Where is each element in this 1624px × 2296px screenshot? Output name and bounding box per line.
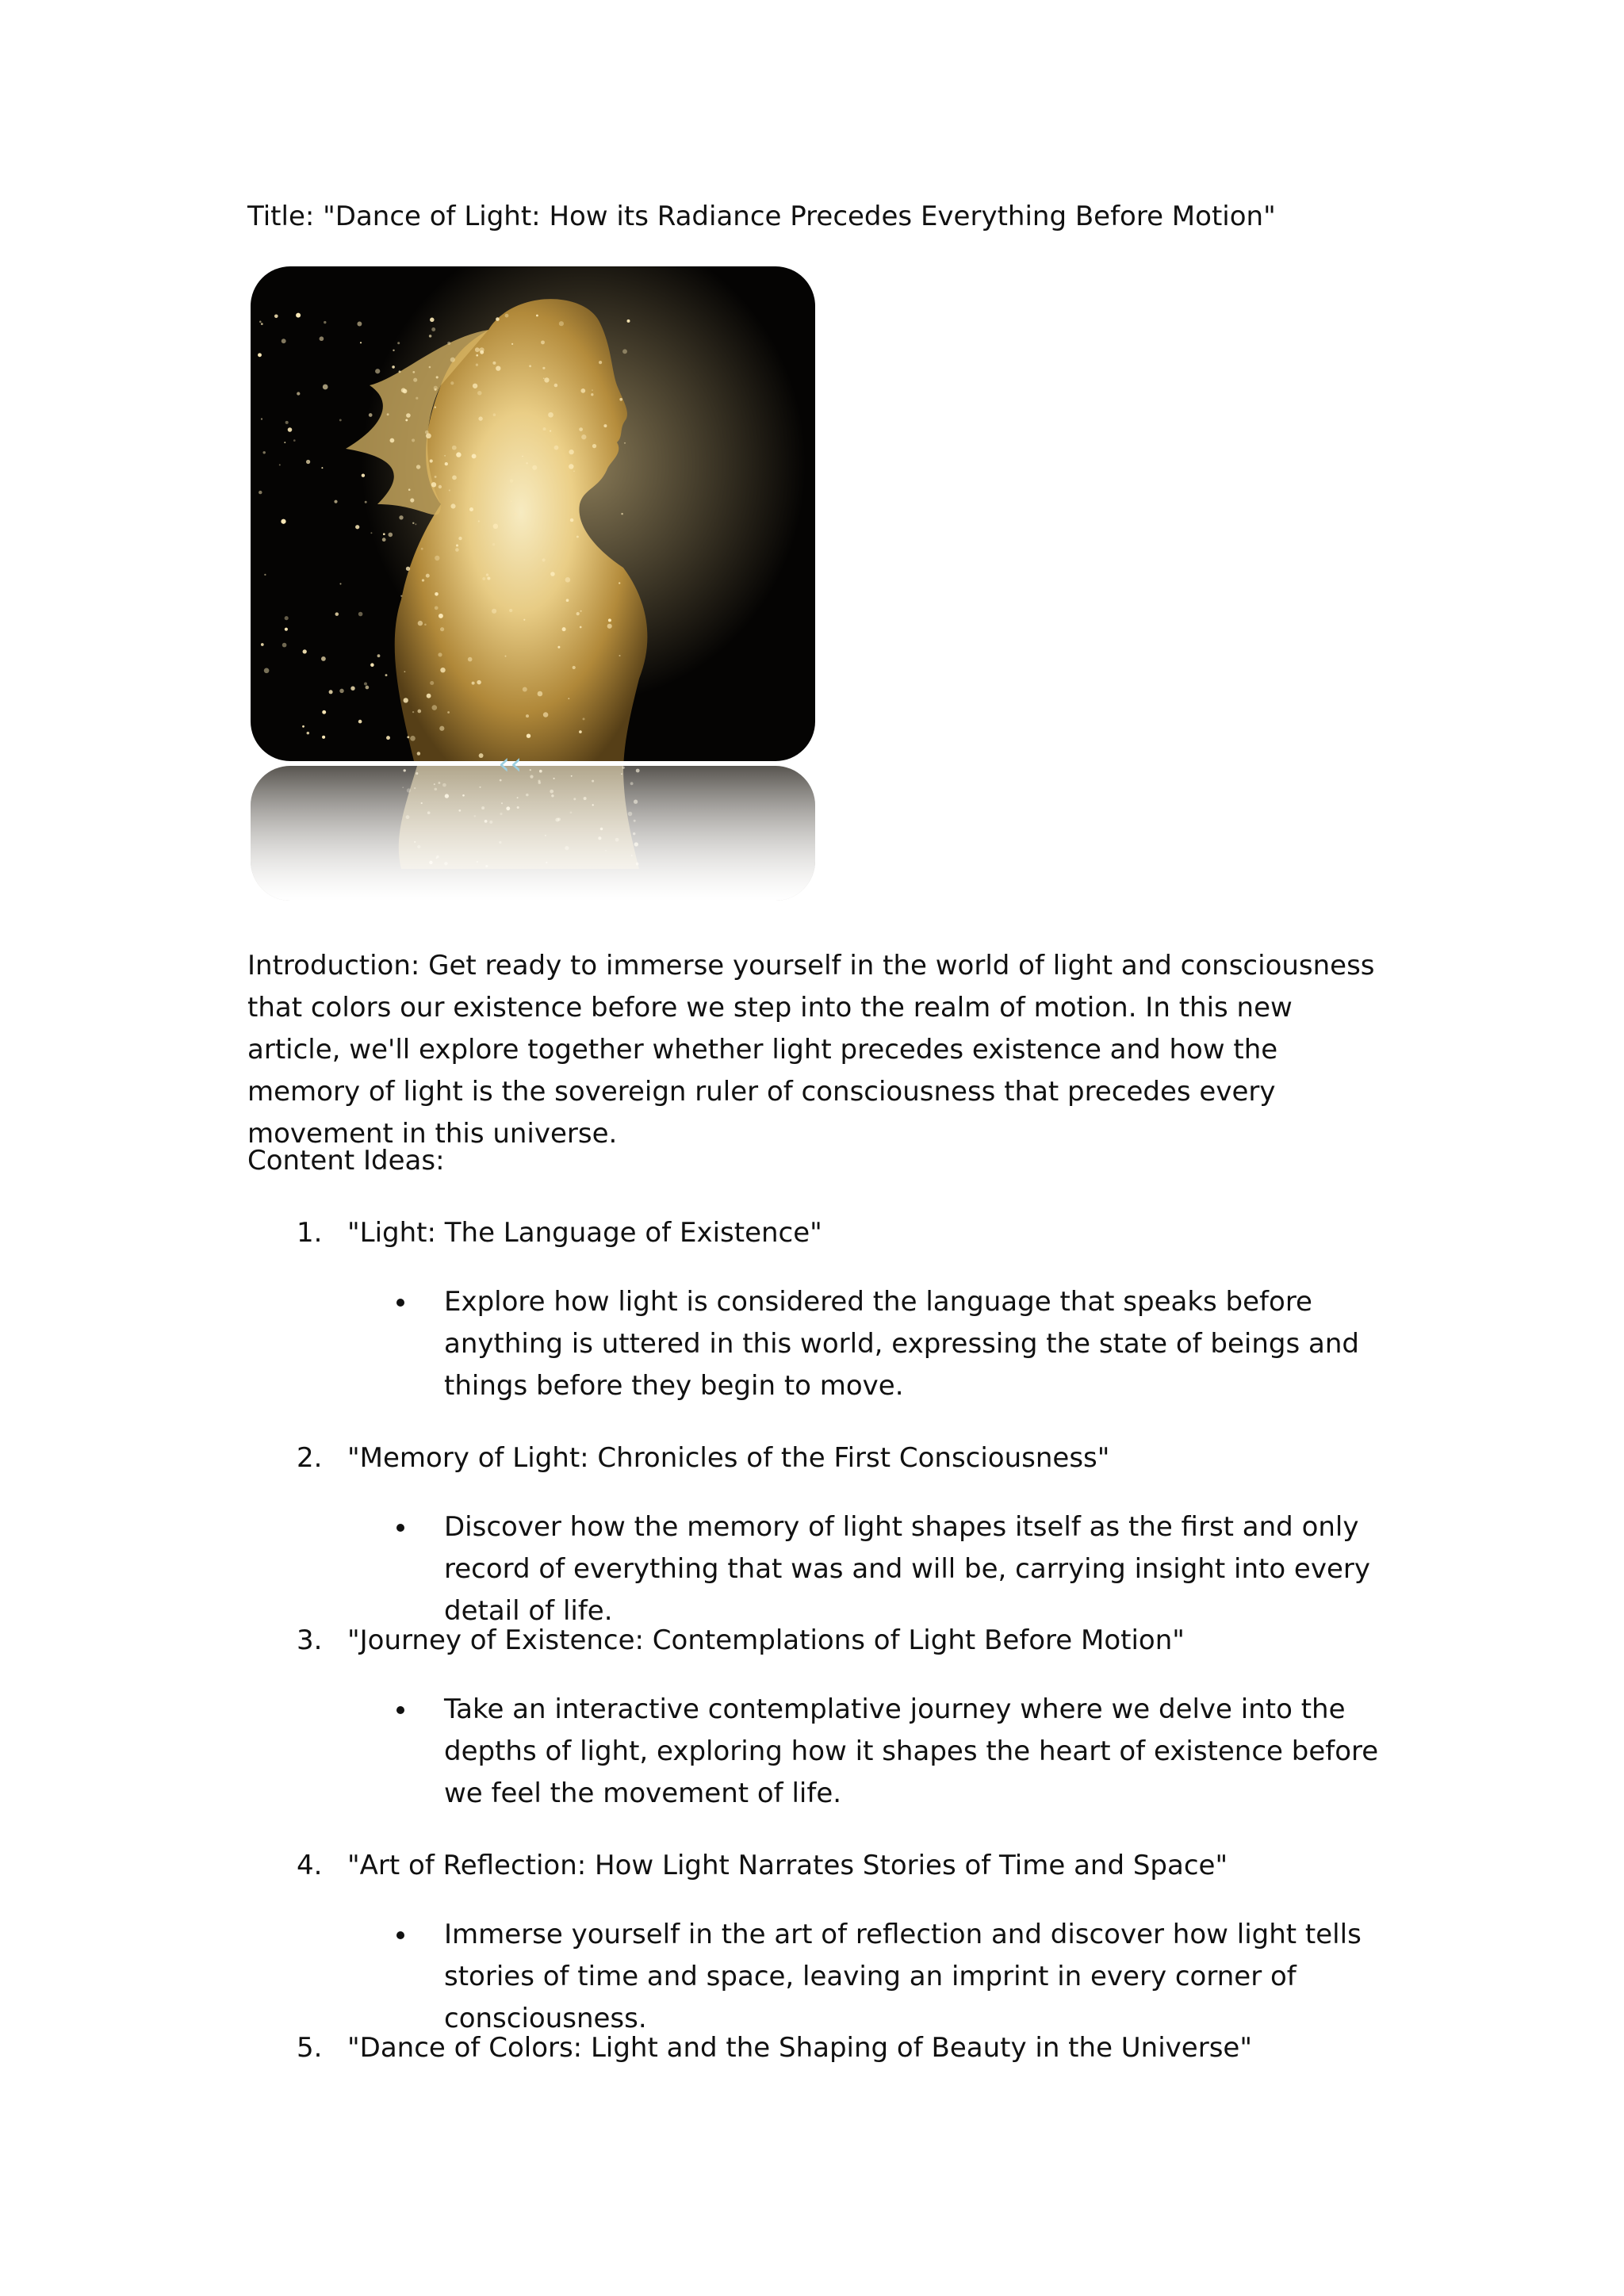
sparkle	[430, 318, 434, 322]
sparkle	[258, 353, 262, 357]
sparkle	[432, 705, 438, 710]
sparkle	[608, 618, 611, 622]
sparkle	[436, 376, 439, 378]
sparkle	[404, 698, 408, 702]
light-silhouette-image	[251, 266, 815, 901]
sparkle	[603, 424, 607, 427]
sparkle	[431, 327, 435, 331]
sparkle	[427, 694, 431, 698]
sparkle	[285, 421, 289, 424]
sparkle	[482, 577, 485, 580]
sparkle	[450, 503, 455, 508]
sparkle	[306, 460, 310, 464]
sparkle	[477, 391, 482, 396]
sparkle	[557, 646, 560, 649]
sparkle	[565, 577, 571, 583]
sparkle	[259, 491, 262, 494]
sparkle	[417, 710, 421, 714]
sparkle	[400, 595, 402, 597]
sparkle	[569, 464, 573, 469]
sparkle	[452, 476, 457, 480]
sparkle	[434, 386, 438, 390]
sparkle	[526, 462, 527, 464]
sparkle	[576, 536, 579, 538]
sparkle	[435, 556, 439, 561]
sparkle	[418, 621, 423, 626]
sparkle	[523, 687, 527, 692]
sparkle	[302, 725, 304, 728]
sparkle	[284, 442, 285, 443]
sparkle	[429, 335, 432, 338]
sparkle	[264, 574, 266, 576]
sparkle	[323, 385, 328, 390]
sparkle	[478, 416, 482, 420]
sparkle	[529, 365, 531, 367]
sparkle	[579, 427, 583, 431]
list-item-1-bullet	[393, 1281, 1389, 1407]
sparkle	[387, 413, 389, 415]
list-number: 5.	[297, 2032, 323, 2064]
sparkle	[386, 736, 390, 740]
sparkle	[389, 533, 393, 538]
list-item-4-heading	[297, 1846, 1228, 1885]
sparkle	[511, 343, 513, 345]
sparkle	[450, 381, 454, 385]
sparkle	[407, 736, 409, 738]
sparkle	[416, 397, 418, 400]
sparkle	[339, 583, 341, 584]
sparkle	[591, 393, 593, 396]
sparkle	[580, 388, 585, 393]
sparkle	[334, 500, 337, 503]
sparkle	[393, 350, 394, 351]
sparkle	[366, 686, 370, 690]
list-item-5-heading	[297, 2028, 1252, 2068]
sparkle	[439, 485, 442, 488]
sparkle	[357, 322, 362, 327]
sparkle	[406, 567, 410, 571]
sparkle	[422, 579, 424, 581]
sparkle	[522, 456, 523, 457]
sparkle	[259, 321, 262, 323]
sparkle	[543, 427, 546, 430]
sparkle	[279, 464, 281, 465]
sparkle	[322, 710, 326, 714]
sparkle	[416, 465, 420, 469]
sparkle	[285, 616, 289, 620]
sparkle	[408, 488, 411, 491]
sparkle	[264, 668, 270, 673]
sparkle	[476, 354, 478, 357]
sparkle	[492, 543, 495, 545]
sparkle	[350, 687, 354, 691]
sparkle	[536, 315, 538, 317]
list-heading: "Journey of Existence: Contemplations of Light Before Motion"	[347, 1624, 1185, 1656]
sparkle	[458, 537, 462, 540]
sparkle	[486, 573, 488, 576]
sparkle	[296, 313, 301, 318]
list-heading: "Memory of Light: Chronicles of the First Consciousness"	[347, 1442, 1110, 1474]
document-title: Title: "Dance of Light: How its Radiance Precedes Everything Before Motion"	[247, 201, 1276, 232]
list-number: 1.	[297, 1217, 323, 1249]
sparkle	[544, 377, 549, 382]
sparkle	[321, 656, 326, 661]
sparkle	[496, 365, 500, 370]
sparkle	[573, 666, 576, 669]
sparkle	[430, 681, 434, 685]
sparkle	[580, 626, 582, 629]
list-item-3-bullet	[393, 1689, 1389, 1815]
bullet-text: Explore how light is considered the language that speaks before anything is uttered in this world, expressing the state of beings and things before they begin to move.	[444, 1286, 1359, 1402]
sparkle	[492, 362, 496, 365]
sparkle	[281, 519, 285, 524]
sparkle	[621, 513, 623, 515]
sparkle	[377, 654, 381, 657]
sparkle	[288, 427, 293, 432]
list-item-1-heading	[297, 1213, 822, 1253]
sparkle	[412, 371, 415, 373]
sparkle	[282, 643, 287, 648]
sparkle	[358, 720, 362, 724]
sparkle	[505, 656, 507, 657]
sparkle	[339, 419, 342, 421]
sparkle	[262, 451, 265, 453]
list-number: 2.	[297, 1442, 323, 1474]
sparkle	[322, 736, 325, 739]
bullet-text: Discover how the memory of light shapes itself as the first and only record of everything that was and will be, carrying insight into every detail of life.	[444, 1511, 1370, 1627]
sparkle	[430, 459, 433, 462]
list-heading: "Dance of Colors: Light and the Shaping of Beauty in the Universe"	[347, 2032, 1252, 2064]
sparkle	[320, 336, 324, 341]
sparkle	[358, 612, 363, 617]
sparkle	[412, 522, 414, 524]
sparkle	[554, 384, 558, 388]
list-heading: "Light: The Language of Existence"	[347, 1217, 822, 1249]
sparkle	[440, 627, 444, 631]
sparkle	[401, 388, 406, 392]
sparkle	[370, 663, 374, 667]
sparkle	[592, 444, 596, 448]
sparkle	[429, 366, 431, 369]
sparkle	[424, 623, 427, 626]
sparkle	[439, 726, 444, 731]
sparkle	[449, 489, 450, 491]
sparkle	[624, 442, 626, 444]
sparkle	[542, 558, 546, 561]
sparkle	[566, 599, 569, 602]
sparkle	[360, 342, 362, 343]
sparkle	[455, 548, 459, 552]
sparkle	[410, 498, 414, 502]
sparkle	[570, 519, 573, 522]
sparkle	[476, 364, 478, 366]
sparkle	[542, 367, 545, 369]
sparkle	[369, 413, 373, 417]
sparkle	[450, 358, 455, 362]
sparkle	[478, 520, 480, 522]
decorative-marks: ‹‹	[498, 746, 523, 781]
sparkle	[421, 548, 423, 550]
introduction-paragraph: Introduction: Get ready to immerse yourself in the world of light and consciousness that colors our existence before we step into the realm of motion. In this new article, we'll explore together whether light precedes existence and how the memory of light is the sovereign ruler of consciousness that precedes every movement in this universe.	[247, 950, 1375, 1150]
sparkle	[509, 609, 512, 612]
sparkle	[362, 474, 365, 477]
sparkle	[479, 753, 484, 758]
sparkle	[622, 349, 627, 354]
sparkle	[321, 467, 323, 469]
content-ideas-label: Content Ideas:	[247, 1145, 445, 1177]
sparkle	[523, 619, 525, 621]
sparkle	[365, 501, 367, 503]
sparkle	[580, 610, 582, 612]
sparkle	[440, 668, 445, 672]
sparkle	[475, 347, 480, 352]
sparkle	[550, 572, 555, 576]
sparkle	[406, 413, 411, 418]
sparkle	[472, 682, 475, 685]
sparkle	[435, 476, 437, 478]
sparkle	[452, 446, 457, 450]
sparkle	[627, 320, 630, 323]
sparkle	[385, 674, 388, 676]
sparkle	[415, 523, 416, 525]
sparkle	[492, 609, 496, 614]
sparkle	[297, 392, 300, 395]
sparkle	[412, 711, 414, 713]
sparkle	[568, 698, 569, 699]
sparkle	[487, 576, 490, 580]
sparkle	[514, 512, 517, 515]
sparkle	[511, 501, 512, 503]
sparkle	[412, 438, 415, 442]
sparkle	[431, 482, 436, 487]
sparkle	[469, 507, 473, 511]
sparkle	[619, 398, 622, 401]
sparkle	[493, 413, 496, 416]
sparkle	[370, 532, 372, 534]
sparkle	[447, 342, 450, 345]
list-item-2-bullet	[393, 1506, 1389, 1632]
sparkle	[426, 433, 431, 438]
sparkle	[581, 434, 586, 439]
sparkle	[383, 533, 385, 535]
sparkle	[438, 652, 442, 656]
sparkle	[435, 606, 439, 610]
sparkle	[261, 643, 264, 646]
sparkle	[480, 350, 484, 354]
sparkle	[554, 446, 559, 450]
sparkle	[397, 342, 400, 344]
sparkle	[510, 479, 514, 483]
sparkle	[435, 407, 436, 408]
sparkle	[477, 680, 481, 684]
sparkle	[532, 465, 537, 470]
sparkle	[417, 752, 420, 755]
sparkle	[389, 438, 394, 443]
sparkle	[382, 538, 386, 541]
sparkle	[541, 340, 545, 344]
sparkle	[410, 736, 416, 741]
list-heading: "Art of Reflection: How Light Narrates Stories of Time and Space"	[347, 1850, 1228, 1881]
sparkle	[583, 718, 585, 720]
light-silhouette-illustration	[251, 266, 815, 901]
sparkle	[399, 370, 401, 373]
sparkle	[619, 582, 620, 584]
sparkle	[505, 314, 509, 318]
sparkle	[493, 524, 499, 530]
sparkle	[445, 462, 448, 465]
sparkle	[339, 689, 343, 693]
sparkle	[261, 323, 263, 325]
sparkle	[569, 450, 573, 454]
list-item-3-heading	[297, 1621, 1185, 1660]
sparkle	[413, 378, 417, 382]
sparkle	[527, 733, 530, 737]
sparkle	[435, 592, 439, 596]
list-item-2-heading	[297, 1438, 1109, 1478]
sparkle	[404, 671, 406, 672]
sparkle	[473, 384, 477, 388]
sparkle	[329, 690, 333, 694]
sparkle	[573, 471, 575, 473]
sparkle	[405, 419, 408, 421]
list-number: 4.	[297, 1850, 323, 1881]
sparkle	[456, 452, 461, 457]
bullet-text: Take an interactive contemplative journey where we delve into the depths of light, exploring how it shapes the heart of existence before we feel the movement of life.	[444, 1693, 1379, 1809]
sparkle	[324, 321, 326, 323]
sparkle	[426, 574, 430, 578]
sparkle	[543, 377, 545, 379]
sparkle	[335, 612, 339, 616]
list-item-4-bullet	[393, 1914, 1389, 2040]
sparkle	[355, 525, 359, 529]
sparkle	[307, 732, 310, 735]
sparkle	[303, 649, 307, 653]
sparkle	[444, 455, 446, 457]
sparkle	[559, 321, 564, 326]
sparkle	[399, 515, 403, 519]
sparkle	[285, 628, 288, 631]
sparkle	[293, 439, 296, 442]
sparkle	[447, 711, 450, 714]
sparkle	[619, 655, 620, 656]
bullet-text: Immerse yourself in the art of reflection and discover how light tells stories of time and space, leaving an imprint in every corner of consciousness.	[444, 1919, 1362, 2034]
sparkle	[607, 624, 612, 629]
sparkle	[526, 714, 529, 718]
sparkle	[599, 361, 602, 364]
sparkle	[274, 315, 278, 319]
sparkle	[592, 389, 593, 391]
sparkle	[364, 683, 367, 686]
sparkle	[579, 730, 582, 733]
sparkle	[392, 365, 395, 369]
sparkle	[576, 612, 580, 615]
sparkle	[562, 627, 566, 631]
sparkle	[261, 418, 262, 419]
sparkle	[456, 545, 458, 547]
sparkle	[472, 453, 477, 458]
sparkle	[538, 691, 543, 697]
sparkle	[543, 712, 549, 718]
sparkle	[550, 430, 551, 432]
sparkle	[548, 412, 553, 418]
sparkle	[496, 317, 500, 321]
list-number: 3.	[297, 1624, 323, 1656]
sparkle	[375, 369, 380, 373]
sparkle	[282, 339, 286, 343]
sparkle	[439, 614, 443, 618]
sparkle	[468, 657, 473, 662]
